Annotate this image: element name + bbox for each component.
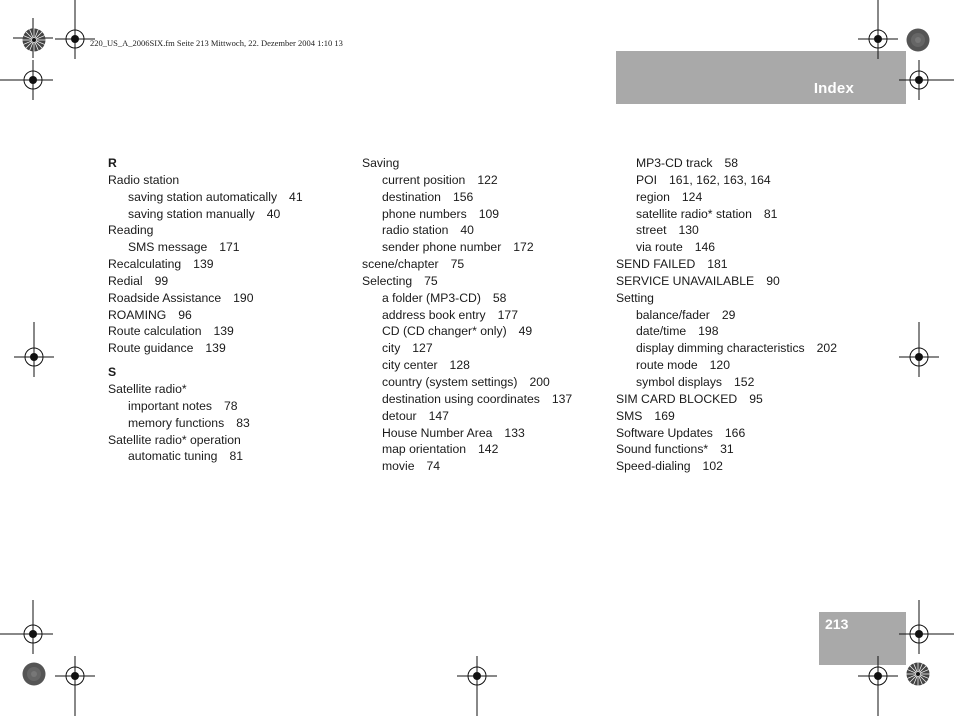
index-term: Software Updates: [616, 425, 713, 440]
index-term: Speed-dialing: [616, 459, 691, 474]
page-number: 213: [825, 616, 849, 632]
index-term: saving station automatically: [128, 189, 278, 204]
index-page-ref: 49: [518, 324, 533, 339]
page-title: Index: [813, 80, 854, 97]
index-term: House Number Area: [382, 425, 493, 440]
index-page-ref: 177: [497, 307, 518, 322]
radial-rosette-icon: [906, 28, 930, 52]
index-term: Route calculation: [108, 324, 202, 339]
index-page-ref: 83: [236, 415, 250, 430]
index-term: POI: [636, 172, 657, 187]
index-term: city: [382, 341, 401, 356]
index-term: street: [636, 223, 667, 238]
index-page-ref: 152: [734, 374, 755, 389]
index-page-ref: 169: [654, 408, 675, 423]
index-term: ROAMING: [108, 307, 167, 322]
index-page-ref: 128: [449, 358, 470, 373]
index-term: region: [636, 189, 670, 204]
index-page-ref: 58: [492, 290, 507, 305]
index-term: Redial: [108, 273, 143, 288]
index-term: SMS: [616, 408, 643, 423]
radial-rosette-icon: [22, 28, 46, 52]
index-page-ref: 78: [224, 398, 238, 413]
index-page-ref: 190: [233, 290, 254, 305]
index-page-ref: 172: [513, 240, 534, 255]
index-term: country (system settings): [382, 374, 518, 389]
index-page-ref: 139: [205, 341, 226, 356]
index-page-ref: 109: [478, 206, 500, 221]
index-page-ref: 120: [709, 358, 730, 373]
index-page-ref: 146: [694, 240, 716, 255]
index-page-ref: 198: [698, 324, 719, 339]
index-page-ref: 127: [412, 341, 433, 356]
index-term: Selecting: [362, 273, 413, 288]
index-term: via route: [636, 240, 683, 255]
index-term: map orientation: [382, 442, 467, 457]
index-term: display dimming characteristics: [636, 341, 805, 356]
index-page-ref: 181: [707, 257, 728, 272]
index-term: SMS message: [128, 240, 208, 255]
index-term: balance/fader: [636, 307, 710, 322]
index-page-ref: 156: [452, 189, 474, 204]
index-page-ref: 124: [681, 189, 703, 204]
index-term: SIM CARD BLOCKED: [616, 391, 738, 406]
index-term: a folder (MP3-CD): [382, 290, 481, 305]
index-term: MP3-CD track: [636, 156, 713, 170]
index-page-ref: 96: [178, 307, 192, 322]
index-term: CD (CD changer* only): [382, 324, 507, 339]
index-page-ref: 99: [154, 273, 169, 288]
index-term: Route guidance: [108, 341, 194, 356]
index-page-ref: 29: [721, 307, 736, 322]
index-page-ref: 41: [289, 189, 303, 204]
index-page-ref: 122: [477, 172, 498, 187]
index-page-ref: 137: [551, 391, 573, 406]
index-page-ref: 102: [702, 459, 723, 474]
index-term: satellite radio* station: [636, 206, 752, 221]
index-term: Satellite radio*: [108, 381, 187, 396]
index-term: Roadside Assistance: [108, 290, 222, 305]
index-page-ref: 133: [504, 425, 525, 440]
index-term: symbol displays: [636, 374, 723, 389]
index-term: Radio station: [108, 172, 180, 187]
index-page-ref: 58: [724, 156, 739, 170]
index-page-ref: 31: [720, 442, 734, 457]
index-page-ref: 74: [426, 459, 441, 474]
index-page-ref: 171: [219, 240, 240, 255]
index-term: detour: [382, 408, 417, 423]
index-page-ref: 40: [266, 206, 281, 221]
index-page-ref: 75: [424, 273, 438, 288]
index-page-ref: 147: [428, 408, 449, 423]
index-page-ref: 142: [478, 442, 499, 457]
index-term: route mode: [636, 358, 698, 373]
radial-rosette-icon: [906, 662, 930, 686]
index-term: SERVICE UNAVAILABLE: [616, 273, 755, 288]
index-page-ref: 95: [749, 391, 763, 406]
index-term: current position: [382, 172, 466, 187]
radial-rosette-icon: [22, 662, 46, 686]
index-term: Setting: [616, 290, 654, 305]
index-page-ref: 90: [766, 273, 780, 288]
index-page-ref: 139: [213, 324, 234, 339]
index-term: sender phone number: [382, 240, 502, 255]
index-term: memory functions: [128, 415, 225, 430]
index-page-ref: 161, 162, 163, 164: [669, 172, 771, 187]
index-term: date/time: [636, 324, 687, 339]
index-term: Reading: [108, 223, 154, 238]
index-term: movie: [382, 459, 415, 474]
index-term: radio station: [382, 223, 449, 238]
index-page-ref: 81: [229, 449, 243, 464]
index-page-ref: 166: [724, 425, 746, 440]
index-section-letter: R: [108, 156, 117, 170]
index-page-ref: 81: [763, 206, 778, 221]
index-term: city center: [382, 358, 438, 373]
index-page-ref: 130: [678, 223, 699, 238]
index-term: scene/chapter: [362, 257, 439, 272]
index-term: Satellite radio* operation: [108, 432, 241, 447]
index-term: important notes: [128, 398, 213, 413]
index-page-ref: 139: [193, 257, 214, 272]
index-term: address book entry: [382, 307, 486, 322]
index-section-letter: S: [108, 365, 117, 380]
index-term: Sound functions*: [616, 442, 709, 457]
index-page-ref: 75: [450, 257, 465, 272]
index-page-ref: 40: [460, 223, 474, 238]
index-term: SEND FAILED: [616, 257, 696, 272]
index-term: phone numbers: [382, 206, 467, 221]
printer-slug-line: 220_US_A_2006SIX.fm Seite 213 Mittwoch, 22. Dezember 2004 1:10 13: [90, 38, 343, 48]
index-term: destination: [382, 189, 441, 204]
index-term: Saving: [362, 156, 400, 170]
index-page-ref: 200: [529, 374, 550, 389]
index-term: automatic tuning: [128, 449, 218, 464]
index-term: saving station manually: [128, 206, 255, 221]
index-page-ref: 202: [816, 341, 837, 356]
index-term: Recalculating: [108, 257, 182, 272]
index-term: destination using coordinates: [382, 391, 540, 406]
